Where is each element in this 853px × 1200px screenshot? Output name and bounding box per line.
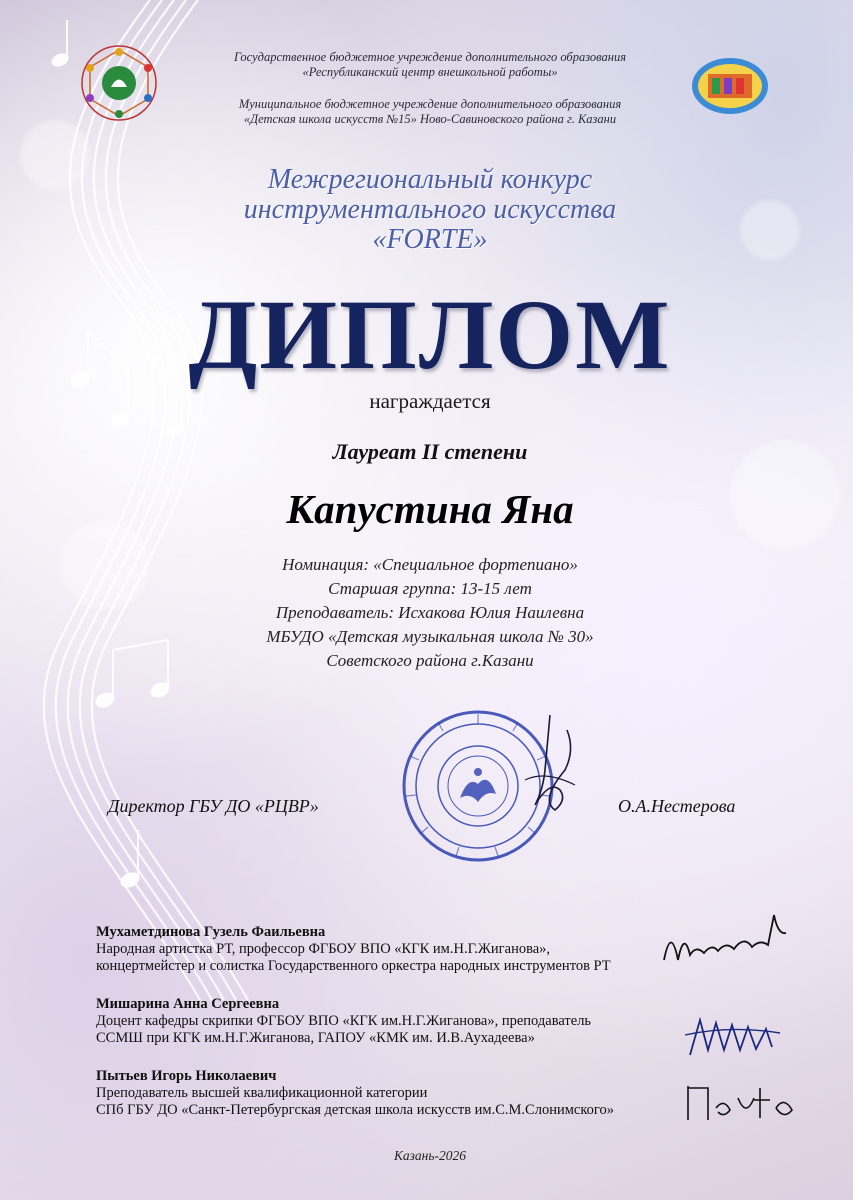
jury-name: Мишарина Анна Сергеевна [96, 996, 280, 1012]
director-title: Директор ГБУ ДО «РЦВР» [108, 796, 319, 816]
place-year: Казань-2026 [393, 1148, 467, 1163]
contest-line-2: инструментального искусства [243, 194, 617, 225]
director-name: О.А.Нестерова [618, 796, 736, 816]
jury-title-line-2: концертмейстер и солистка Государственного оркестра народных инструментов РТ [96, 958, 611, 974]
contest-title [160, 165, 700, 255]
school-line-2: Советского района г.Казани [326, 651, 534, 670]
organizer-header-1 [200, 50, 660, 80]
jury-title-line-1: Доцент кафедры скрипки ФГБОУ ВПО «КГК им.Н.Г.Жиганова», преподаватель [96, 1013, 592, 1029]
school-line-1: МБУДО «Детская музыкальная школа № 30» [266, 627, 594, 646]
center-emblem-logo [78, 42, 160, 124]
jury-member [96, 924, 686, 975]
nomination: Номинация: «Специальное фортепиано» [282, 555, 578, 574]
jury-name: Мухаметдинова Гузель Фаильевна [96, 924, 326, 940]
organizer-1-line-2: «Республиканский центр внешкольной работы» [302, 65, 558, 79]
jury-name: Пытьев Игорь Николаевич [96, 1068, 277, 1084]
jury-signature [656, 905, 796, 975]
contest-line-3: «FORTE» [372, 224, 488, 255]
jury-title-line-2: ССМШ при КГК им.Н.Г.Жиганова, ГАПОУ «КМК им. И.В.Аухадеева» [96, 1030, 535, 1046]
contest-line-1: Межрегиональный конкурс [267, 164, 593, 195]
age-group: Старшая группа: 13-15 лет [328, 579, 532, 598]
director-signature [505, 710, 585, 820]
jury-title-line-1: Народная артистка РТ, профессор ФГБОУ ВПО «КГК им.Н.Г.Жиганова», [96, 941, 551, 957]
jury-title-line-2: СПб ГБУ ДО «Санкт-Петербургская детская школа искусств им.С.М.Слонимского» [96, 1102, 614, 1118]
jury-member [96, 996, 686, 1047]
organizer-1-line-1: Государственное бюджетное учреждение дополнительного образования [233, 50, 627, 64]
recipient-name: Капустина Яна [286, 486, 574, 532]
organizer-2-line-1: Муниципальное бюджетное учреждение дополнительного образования [238, 97, 622, 111]
jury-member [96, 1068, 686, 1119]
jury-signature [680, 1078, 800, 1128]
jury-signature [680, 1005, 790, 1065]
organizer-2-line-2: «Детская школа искусств №15» Ново-Савиновского района г. Казани [243, 112, 617, 126]
teacher: Преподаватель: Исхакова Юлия Наилевна [275, 603, 585, 622]
jury-title-line-1: Преподаватель высшей квалификационной категории [96, 1085, 428, 1101]
laureate-degree: Лауреат II степени [332, 439, 528, 464]
awarded-text: награждается [369, 389, 491, 413]
art-school-logo [690, 56, 770, 116]
organizer-header-2 [200, 97, 660, 127]
award-details [200, 553, 660, 673]
diploma-title: ДИПЛОМ [188, 279, 672, 390]
